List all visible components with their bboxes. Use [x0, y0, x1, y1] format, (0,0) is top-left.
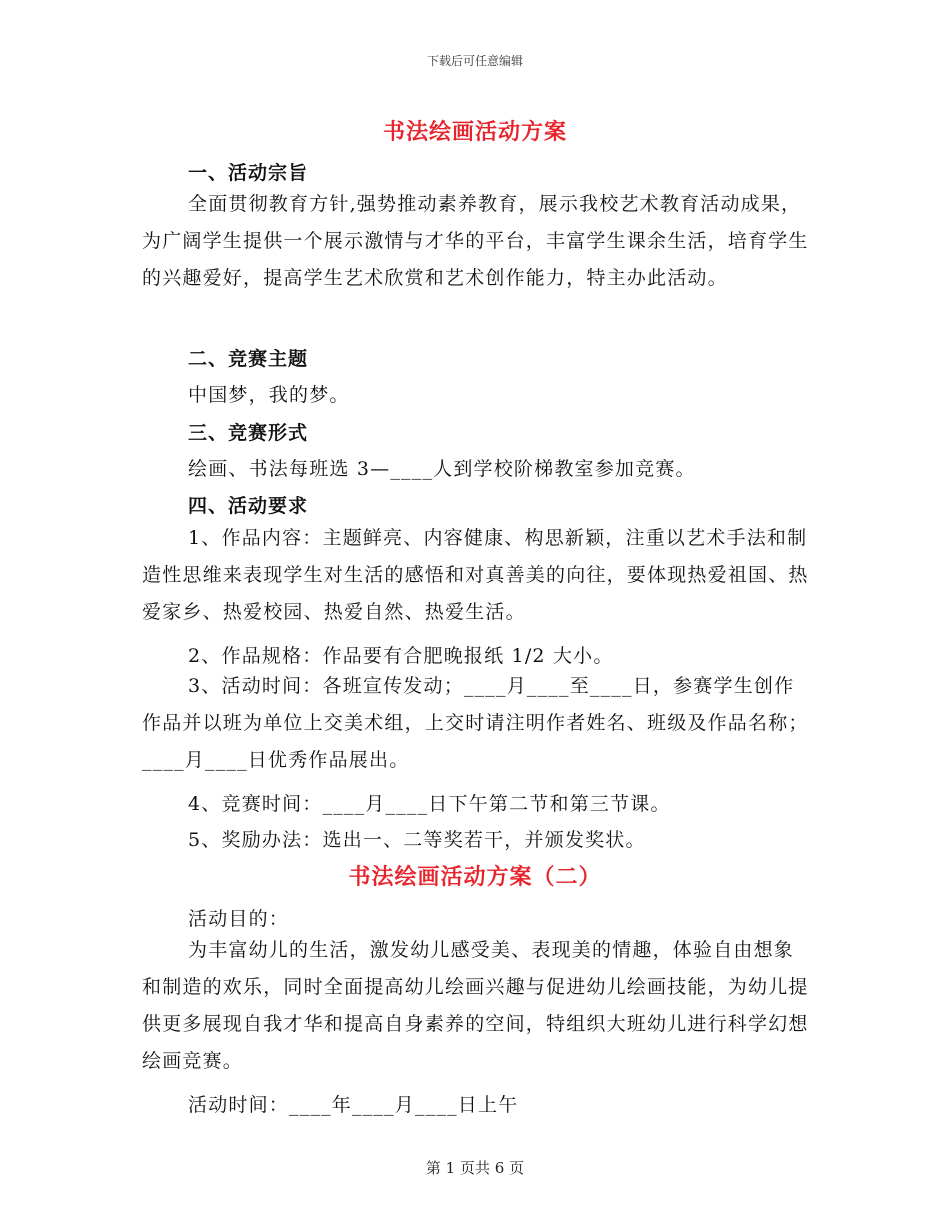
section-text-format: 绘画、书法每班选 3—____人到学校阶梯教室参加竞赛。 [188, 458, 696, 480]
document-title-2: 书法绘画活动方案（二） [348, 864, 602, 890]
purpose-text: 为丰富幼儿的生活，激发幼儿感受美、表现美的情趣，体验自由想象和制造的欢乐，同时全面提高幼儿绘画兴趣与促进幼儿绘画技能，为幼儿提供更多展现自我才华和提高自身素养的空间，特组织大班幼儿进行科学幻想绘画竞赛。 [142, 939, 809, 1072]
section-heading-purpose: 一、活动宗旨 [188, 162, 309, 184]
section-heading-format: 三、竞赛形式 [188, 422, 309, 444]
section-text-purpose: 全面贯彻教育方针,强势推动素养教育，展示我校艺术教育活动成果，为广阔学生提供一个展示激情与才华的平台，丰富学生课余生活，培育学生的兴趣爱好，提高学生艺术欣赏和艺术创作能力，特主办此活动。 [142, 193, 809, 289]
requirement-item-1: 1、作品内容：主题鲜亮、内容健康、构思新颖，注重以艺术手法和制造性思维来表现学生对生活的感悟和对真善美的向往，要体现热爱祖国、热爱家乡、热爱校园、热爱自然、热爱生活。 [142, 527, 809, 623]
purpose-label: 活动目的： [188, 908, 290, 930]
page-footer: 第 1 页共 6 页 [425, 1159, 525, 1177]
section-heading-theme: 二、竞赛主题 [188, 348, 309, 370]
requirement-item-4: 4、竞赛时间：____月____日下午第二节和第三节课。 [188, 793, 671, 815]
page-header: 下载后可任意编辑 [426, 54, 523, 68]
section-heading-requirements: 四、活动要求 [188, 495, 309, 517]
requirement-item-5: 5、奖励办法：选出一、二等奖若干，并颁发奖状。 [188, 829, 646, 851]
document-title: 书法绘画活动方案 [382, 119, 567, 145]
section-text-theme: 中国梦，我的梦。 [188, 384, 350, 406]
requirement-item-3: 3、活动时间：各班宣传发动；____月____至____日，参赛学生创作作品并以班为单位上交美术组，上交时请注明作者姓名、班级及作品名称；____月____日优秀作品展出。 [142, 675, 809, 771]
activity-time-line: 活动时间：____年____月____日上午 [188, 1094, 519, 1116]
requirement-item-2: 2、作品规格：作品要有合肥晚报纸 1/2 大小。 [188, 645, 614, 667]
